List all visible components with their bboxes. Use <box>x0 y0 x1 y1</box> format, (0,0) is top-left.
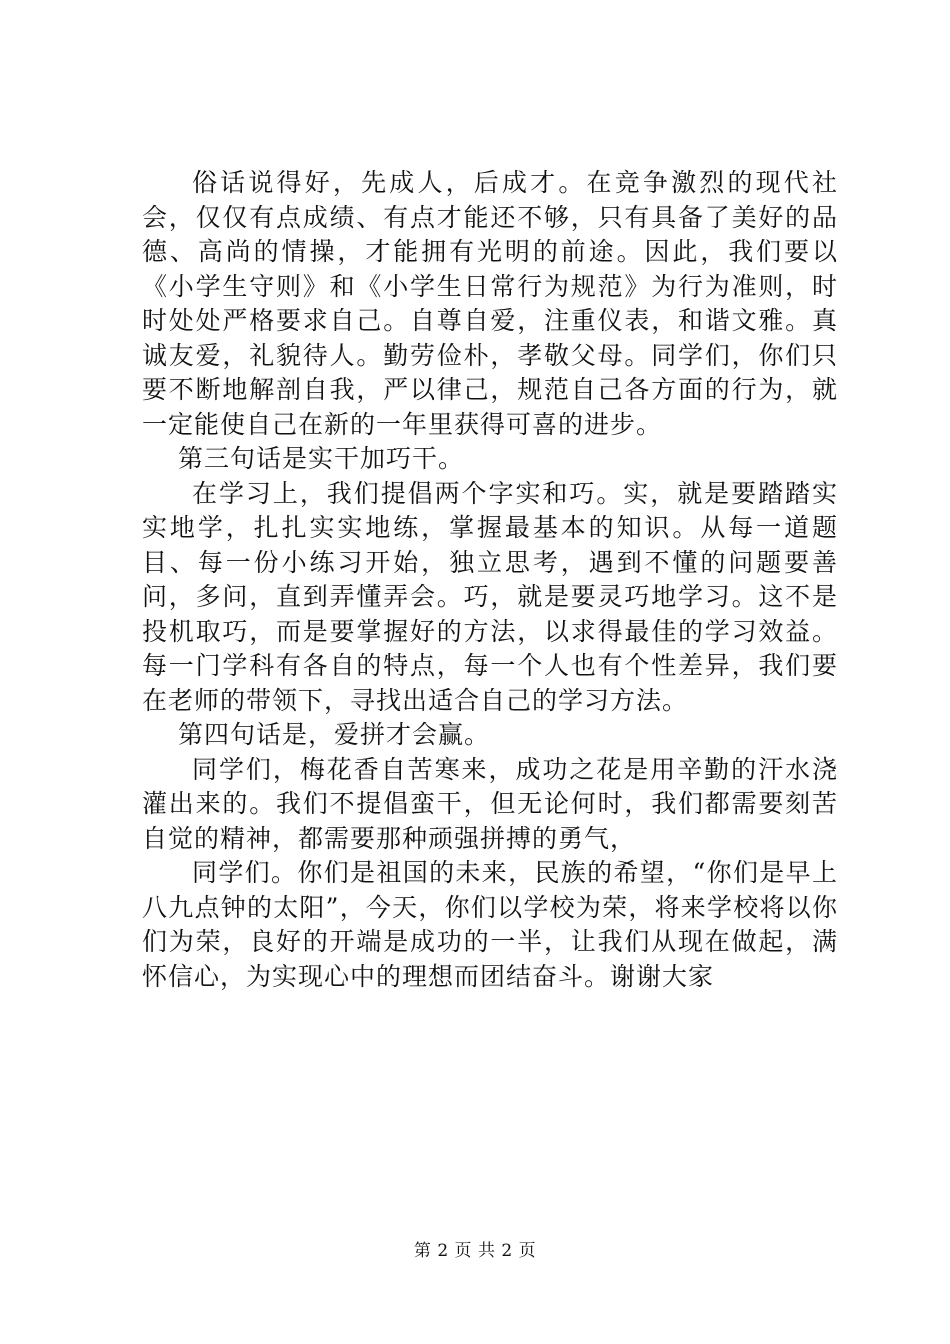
paragraph-perseverance: 同学们，梅花香自苦寒来，成功之花是用辛勤的汗水浇灌出来的。我们不提倡蛮干，但无论何时，我们都需要刻苦自觉的精神，都需要那种顽强拼搏的勇气， <box>142 754 838 853</box>
heading-fourth-saying: 第四句话是，爱拼才会赢。 <box>178 720 491 749</box>
paragraph-character: 俗话说得好，先成人，后成才。在竞争激烈的现代社会，仅仅有点成绩、有点才能还不够，只有具备了美好的品德、高尚的情操，才能拥有光明的前途。因此，我们要以《小学生守则》和《小学生日常行为规范》为行为准则，时时处处严格要求自己。自尊自爱，注重仪表，和谐文雅。真诚友爱，礼貌待人。勤劳俭朴，孝敬父母。同学们，你们只要不断地解剖自我，严以律己，规范自己各方面的行为，就一定能使自己在新的一年里获得可喜的进步。 <box>142 168 838 439</box>
page-footer: 第 2 页 共 2 页 <box>413 1241 537 1261</box>
paragraph-study: 在学习上，我们提倡两个字实和巧。实，就是要踏踏实实地学，扎扎实实地练，掌握最基本的知识。从每一道题目、每一份小练习开始，独立思考，遇到不懂的问题要善问，多问，直到弄懂弄会。巧，就是要灵巧地学习。这不是投机取巧，而是要掌握好的方法，以求得最佳的学习效益。每一门学科有各自的特点，每一个人也有个性差异，我们要在老师的带领下，寻找出适合自己的学习方法。 <box>142 478 838 715</box>
document-body <box>142 166 838 994</box>
heading-third-saying: 第三句话是实干加巧干。 <box>178 444 465 473</box>
paragraph-closing: 同学们。你们是祖国的未来，民族的希望，“你们是早上八九点钟的太阳”，今天，你们以学校为荣，将来学校将以你们为荣，良好的开端是成功的一半，让我们从现在做起，满怀信心，为实现心中的理想而团结奋斗。谢谢大家 <box>142 858 838 991</box>
